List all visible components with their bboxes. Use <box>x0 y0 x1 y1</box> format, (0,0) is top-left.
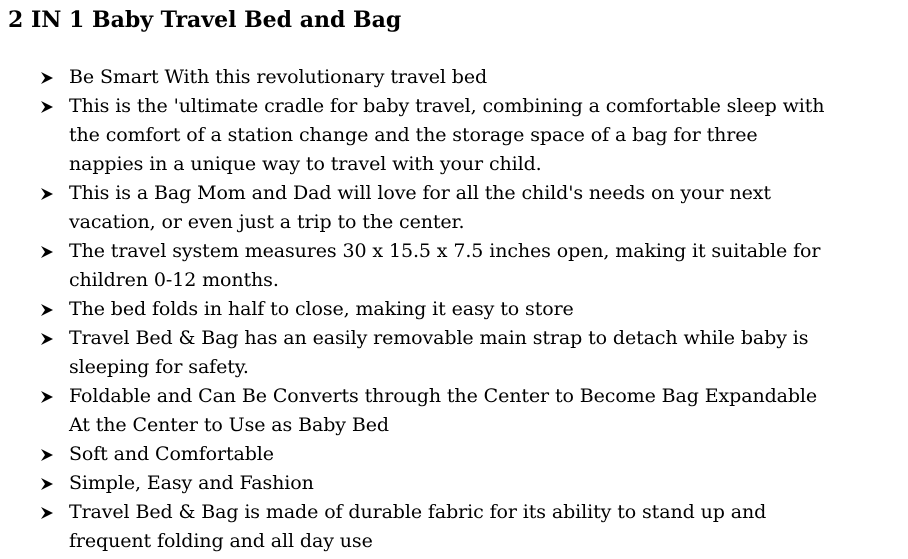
list-item <box>40 92 900 179</box>
list-item-line: nappies in a unique way to travel with your child. <box>69 153 542 175</box>
arrowhead-bullet-icon <box>40 498 60 527</box>
list-item <box>40 295 900 324</box>
list-item-line: Be Smart With this revolutionary travel bed <box>69 66 488 88</box>
list-item-line: Travel Bed & Bag is made of durable fabric for its ability to stand up and <box>69 501 767 523</box>
list-item-line: At the Center to Use as Baby Bed <box>69 414 389 436</box>
list-item <box>40 440 900 469</box>
list-item-line: children 0-12 months. <box>69 269 279 291</box>
arrowhead-bullet-icon <box>40 440 60 469</box>
list-item-line: Foldable and Can Be Converts through the Center to Become Bag Expandable <box>69 385 818 407</box>
list-item <box>40 179 900 237</box>
list-item <box>40 498 900 556</box>
arrowhead-bullet-icon <box>40 63 60 92</box>
list-item-line: the comfort of a station change and the storage space of a bag for three <box>69 124 758 146</box>
list-item-line: The travel system measures 30 x 15.5 x 7.5 inches open, making it suitable for <box>69 240 821 262</box>
list-item-line: vacation, or even just a trip to the center. <box>69 211 465 233</box>
list-item-line: sleeping for safety. <box>69 356 249 378</box>
arrowhead-bullet-icon <box>40 179 60 208</box>
document-title: 2 IN 1 Baby Travel Bed and Bag <box>8 7 402 33</box>
list-item-line: frequent folding and all day use <box>69 530 373 552</box>
list-item-line: Simple, Easy and Fashion <box>69 472 314 494</box>
list-item-line: Travel Bed & Bag has an easily removable main strap to detach while baby is <box>69 327 809 349</box>
arrowhead-bullet-icon <box>40 382 60 411</box>
arrowhead-bullet-icon <box>40 92 60 121</box>
arrowhead-bullet-icon <box>40 324 60 353</box>
arrowhead-bullet-icon <box>40 469 60 498</box>
list-item <box>40 63 900 92</box>
feature-list <box>40 63 900 556</box>
list-item <box>40 382 900 440</box>
list-item-line: This is the 'ultimate cradle for baby travel, combining a comfortable sleep with <box>69 95 825 117</box>
list-item <box>40 324 900 382</box>
arrowhead-bullet-icon <box>40 295 60 324</box>
list-item-line: Soft and Comfortable <box>69 443 274 465</box>
arrowhead-bullet-icon <box>40 237 60 266</box>
list-item-line: This is a Bag Mom and Dad will love for all the child's needs on your next <box>69 182 771 204</box>
list-item <box>40 237 900 295</box>
list-item-line: The bed folds in half to close, making it easy to store <box>69 298 574 320</box>
list-item <box>40 469 900 498</box>
